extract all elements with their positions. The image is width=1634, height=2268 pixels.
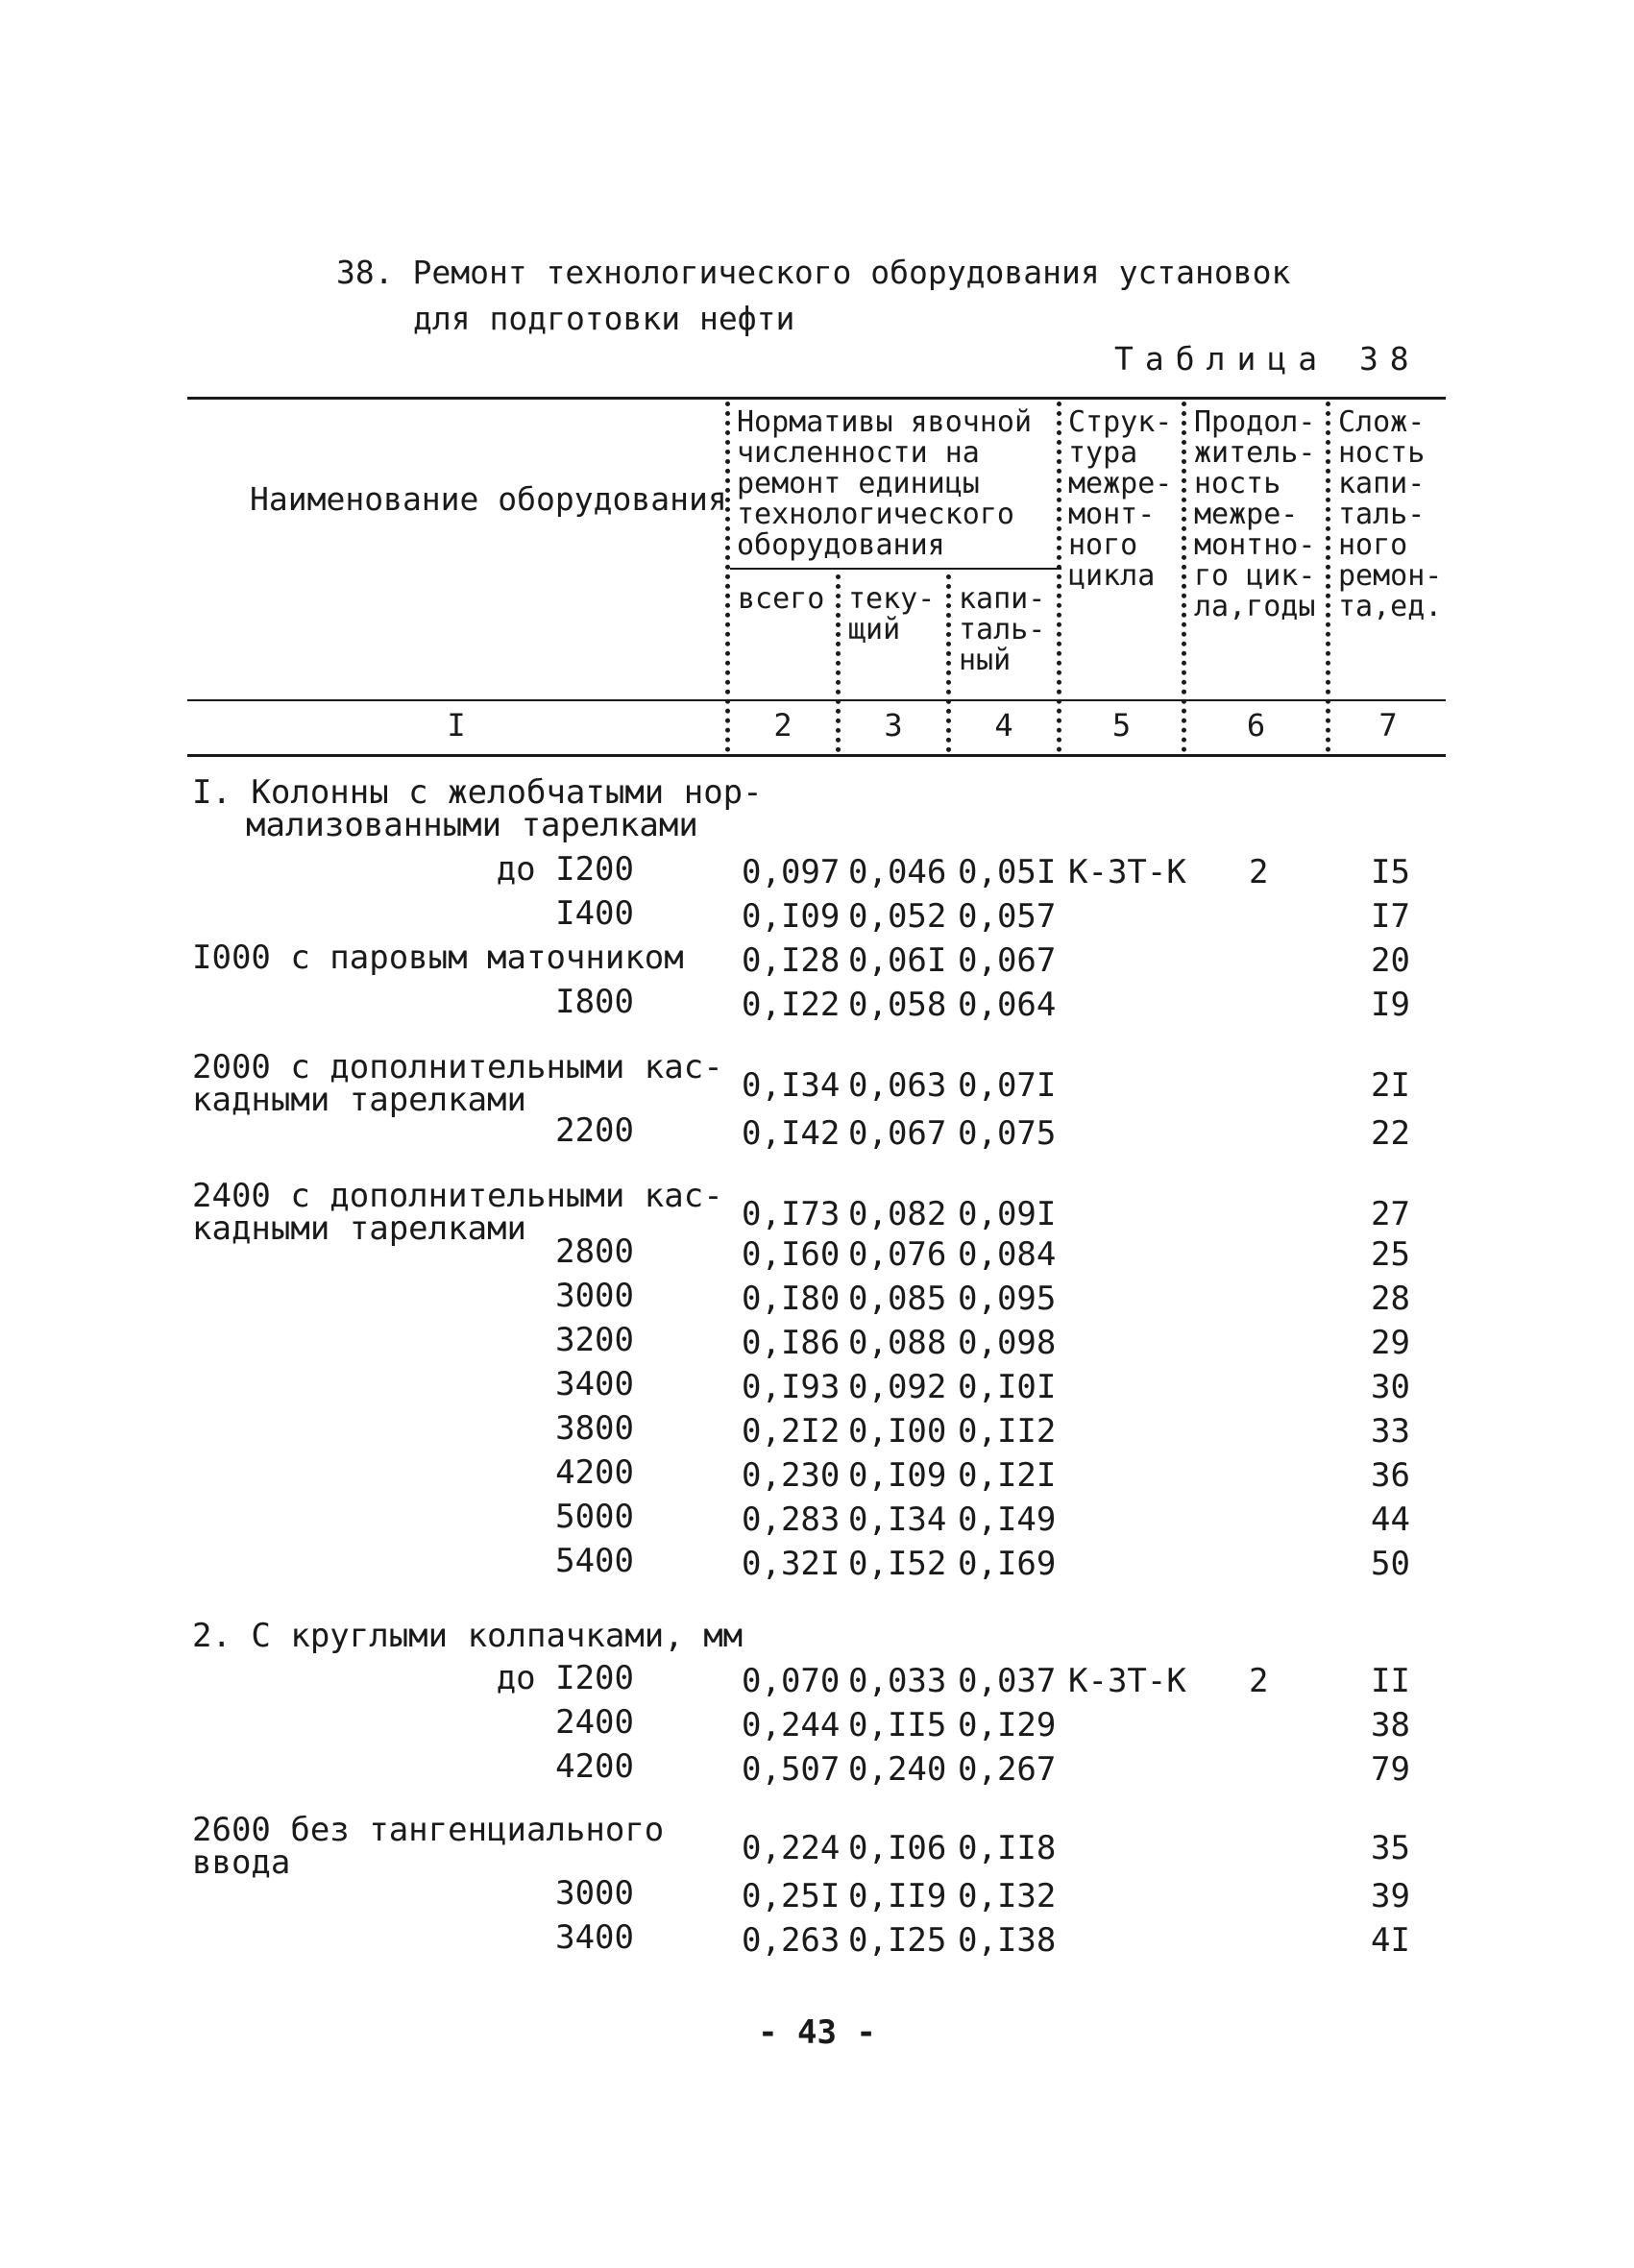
header-line: тура [1068, 436, 1138, 470]
equipment-name [192, 983, 634, 1021]
value-v7: 28 [1371, 1280, 1410, 1318]
value-v3: 0,I09 [848, 1456, 947, 1495]
table-caption: Таблица 38 [1114, 340, 1421, 378]
value-v4: 0,I69 [958, 1545, 1057, 1583]
equipment-name-line: 2800 [555, 1232, 634, 1271]
equipment-name-line: 4200 [555, 1747, 634, 1786]
value-v3: 0,240 [848, 1750, 947, 1789]
column-number: 3 [884, 707, 903, 744]
header-line: ремон- [1338, 559, 1443, 593]
value-v4: 0,064 [958, 986, 1057, 1024]
value-v2: 0,097 [742, 853, 841, 891]
value-v2: 0,I42 [742, 1114, 841, 1153]
equipment-name [192, 1232, 634, 1271]
header-line: Слож- [1338, 405, 1426, 439]
header-line: монт- [1068, 498, 1156, 531]
equipment-name [192, 1811, 665, 1882]
value-v7: 35 [1371, 1829, 1410, 1867]
column-separator [1326, 402, 1330, 752]
value-v7: 50 [1371, 1545, 1410, 1583]
equipment-name [192, 1409, 634, 1448]
header-line: межре- [1068, 467, 1173, 500]
value-v3: 0,082 [848, 1195, 947, 1233]
equipment-name-line: 4200 [555, 1453, 634, 1492]
equipment-name [192, 850, 634, 889]
header-repair-complexity [1338, 407, 1442, 622]
equipment-name [192, 894, 634, 933]
value-v4: 0,I49 [958, 1500, 1057, 1539]
section-title-line: I. Колонны с желобчатыми нор- [192, 773, 763, 812]
header-line: капи- [959, 582, 1046, 616]
value-v2: 0,I73 [742, 1195, 841, 1233]
header-line: ного [1068, 528, 1138, 562]
value-v7: 39 [1371, 1877, 1410, 1915]
page-number: - 43 - [758, 2013, 876, 2052]
value-v4: 0,095 [958, 1280, 1057, 1318]
value-v2: 0,I09 [742, 897, 841, 936]
section-title [192, 773, 763, 844]
value-v3: 0,052 [848, 897, 947, 936]
numbers-bottom-rule [187, 754, 1446, 757]
value-v7: 33 [1371, 1412, 1410, 1451]
value-v7: 38 [1371, 1706, 1410, 1744]
value-v4: 0,II2 [958, 1412, 1057, 1451]
value-v7: 4I [1371, 1921, 1410, 1960]
equipment-name [192, 1747, 634, 1786]
value-v3: 0,06I [848, 941, 947, 980]
header-line: оборудования [737, 528, 945, 562]
value-v4: 0,I0I [958, 1368, 1057, 1406]
header-line: межре- [1194, 498, 1299, 531]
value-v2: 0,I80 [742, 1280, 841, 1318]
value-v3: 0,I34 [848, 1500, 947, 1539]
equipment-name-line: ввода [192, 1843, 291, 1882]
value-v3: 0,II5 [848, 1706, 947, 1744]
equipment-name [192, 1277, 634, 1315]
value-v2: 0,283 [742, 1500, 841, 1539]
value-v3: 0,I52 [848, 1545, 947, 1583]
value-v4: 0,084 [958, 1235, 1057, 1274]
value-v5: К-3Т-К [1068, 1662, 1186, 1700]
value-v3: 0,I00 [848, 1412, 947, 1451]
header-current-repair [848, 584, 935, 646]
value-v3: 0,063 [848, 1066, 947, 1105]
value-v2: 0,070 [742, 1662, 841, 1700]
equipment-name-line: 3000 [555, 1874, 634, 1913]
document-heading-line1: 38. Ремонт технологического оборудования установок [336, 254, 1291, 291]
equipment-name-line: 2200 [555, 1111, 634, 1150]
value-v7: 30 [1371, 1368, 1410, 1406]
equipment-name-line: 2600 без тангенциального [192, 1811, 665, 1849]
value-v4: 0,II8 [958, 1829, 1057, 1867]
header-line: та,ед. [1338, 590, 1443, 623]
value-v2: 0,263 [742, 1921, 841, 1960]
value-v4: 0,075 [958, 1114, 1057, 1153]
header-capital-repair [959, 584, 1045, 676]
value-v7: 29 [1371, 1324, 1410, 1362]
header-line: Нормативы явочной [737, 405, 1033, 439]
header-line: Струк- [1068, 405, 1173, 439]
value-v7: 2I [1371, 1066, 1410, 1105]
value-v3: 0,085 [848, 1280, 947, 1318]
value-v7: II [1371, 1662, 1410, 1700]
value-v2: 0,25I [742, 1877, 841, 1915]
equipment-name-line: до I200 [496, 850, 634, 889]
value-v3: 0,092 [848, 1368, 947, 1406]
value-v7: I9 [1371, 986, 1410, 1024]
value-v2: 0,507 [742, 1750, 841, 1789]
value-v4: 0,I2I [958, 1456, 1057, 1495]
section-title [192, 1617, 744, 1655]
equipment-name-line: 3000 [555, 1277, 634, 1315]
equipment-name [192, 1542, 634, 1580]
value-v4: 0,I32 [958, 1877, 1057, 1915]
equipment-name-line: кадными тарелками [192, 1209, 526, 1248]
value-v3: 0,033 [848, 1662, 947, 1700]
column-number: 2 [773, 707, 793, 744]
value-v6: 2 [1249, 853, 1269, 891]
equipment-name-line: 3400 [555, 1918, 634, 1957]
header-equipment-name: Наименование оборудования [250, 480, 727, 518]
value-v7: 22 [1371, 1114, 1410, 1153]
equipment-name-line: I000 с паровым маточником [192, 939, 684, 977]
value-v2: 0,244 [742, 1706, 841, 1744]
header-line: цикла [1068, 559, 1156, 593]
value-v2: 0,I86 [742, 1324, 841, 1362]
equipment-name [192, 1321, 634, 1359]
header-line: капи- [1338, 467, 1426, 500]
value-v3: 0,076 [848, 1235, 947, 1274]
value-v3: 0,I06 [848, 1829, 947, 1867]
value-v4: 0,07I [958, 1066, 1057, 1105]
equipment-name-line: 2000 с дополнительными кас- [192, 1048, 723, 1086]
equipment-name [192, 1048, 723, 1119]
equipment-name-line: 3200 [555, 1321, 634, 1359]
value-v3: 0,II9 [848, 1877, 947, 1915]
header-line: щий [848, 613, 901, 646]
column-separator [725, 402, 730, 752]
equipment-name-line: 3800 [555, 1409, 634, 1448]
value-v4: 0,057 [958, 897, 1057, 936]
column-separator [1057, 402, 1061, 752]
header-line: технологического [737, 498, 1014, 531]
equipment-name-line: кадными тарелками [192, 1081, 526, 1119]
value-v2: 0,I28 [742, 941, 841, 980]
header-total [738, 584, 824, 615]
column-number: 6 [1246, 707, 1266, 744]
value-v2: 0,224 [742, 1829, 841, 1867]
header-line: житель- [1194, 436, 1316, 470]
header-line: численности на [737, 436, 980, 470]
equipment-name [192, 1874, 634, 1913]
value-v2: 0,I34 [742, 1066, 841, 1105]
equipment-name-line: 5000 [555, 1498, 634, 1536]
header-cycle-structure [1068, 407, 1172, 592]
value-v4: 0,037 [958, 1662, 1057, 1700]
equipment-name-line: 2400 с дополнительными кас- [192, 1177, 723, 1215]
value-v7: 36 [1371, 1456, 1410, 1495]
column-number: 5 [1111, 707, 1132, 744]
equipment-name-line: 2400 [555, 1703, 634, 1742]
header-staffing-norms [737, 407, 1032, 561]
value-v2: 0,2I2 [742, 1412, 841, 1451]
value-v3: 0,I25 [848, 1921, 947, 1960]
header-line: таль- [1338, 498, 1426, 531]
value-v7: 25 [1371, 1235, 1410, 1274]
equipment-name [192, 1111, 634, 1150]
value-v7: 44 [1371, 1500, 1410, 1539]
value-v2: 0,32I [742, 1545, 841, 1583]
header-line: ный [959, 644, 1012, 677]
value-v7: 79 [1371, 1750, 1410, 1789]
header-line: Продол- [1194, 405, 1316, 439]
section-title-line: мализованными тарелками [246, 806, 698, 844]
equipment-name [192, 939, 684, 977]
equipment-name-line: 3400 [555, 1365, 634, 1403]
equipment-name [192, 1659, 634, 1697]
value-v4: 0,I29 [958, 1706, 1057, 1744]
value-v2: 0,I60 [742, 1235, 841, 1274]
value-v3: 0,067 [848, 1114, 947, 1153]
column-number: 4 [994, 707, 1013, 744]
value-v7: I7 [1371, 897, 1410, 936]
value-v7: 27 [1371, 1195, 1410, 1233]
value-v4: 0,098 [958, 1324, 1057, 1362]
header-line: ремонт единицы [737, 467, 980, 500]
header-line: теку- [848, 582, 936, 616]
value-v3: 0,058 [848, 986, 947, 1024]
value-v4: 0,05I [958, 853, 1057, 891]
header-line: го цик- [1194, 559, 1316, 593]
header-line: всего [738, 582, 825, 616]
value-v2: 0,230 [742, 1456, 841, 1495]
header-line: монтно- [1194, 528, 1316, 562]
header-line: ность [1338, 436, 1426, 470]
value-v3: 0,046 [848, 853, 947, 891]
value-v2: 0,I22 [742, 986, 841, 1024]
equipment-name-line: до I200 [496, 1659, 634, 1697]
value-v6: 2 [1249, 1662, 1269, 1700]
value-v4: 0,267 [958, 1750, 1057, 1789]
table-top-rule [187, 397, 1446, 400]
header-bottom-rule [187, 699, 1446, 701]
value-v3: 0,088 [848, 1324, 947, 1362]
equipment-name-line: I400 [555, 894, 634, 933]
equipment-name-line: 5400 [555, 1542, 634, 1580]
value-v5: К-3Т-К [1068, 853, 1186, 891]
header-line: ность [1194, 467, 1281, 500]
value-v7: I5 [1371, 853, 1410, 891]
value-v4: 0,067 [958, 941, 1057, 980]
header-cycle-duration [1194, 407, 1315, 622]
value-v7: 20 [1371, 941, 1410, 980]
group-header-rule [730, 568, 1061, 570]
section-title-line: 2. С круглыми колпачками, мм [192, 1617, 744, 1655]
equipment-name [192, 1703, 634, 1742]
column-number: I [447, 707, 466, 744]
equipment-name [192, 1365, 634, 1403]
value-v4: 0,09I [958, 1195, 1057, 1233]
equipment-name [192, 1918, 634, 1957]
document-heading-line2: для подготовки нефти [413, 300, 795, 337]
equipment-name-line: I800 [555, 983, 634, 1021]
equipment-name [192, 1498, 634, 1536]
header-line: ного [1338, 528, 1408, 562]
value-v2: 0,I93 [742, 1368, 841, 1406]
header-line: таль- [959, 613, 1046, 646]
value-v4: 0,I38 [958, 1921, 1057, 1960]
column-separator [1182, 402, 1186, 752]
equipment-name [192, 1453, 634, 1492]
column-number: 7 [1378, 707, 1398, 744]
header-line: ла,годы [1194, 590, 1316, 623]
